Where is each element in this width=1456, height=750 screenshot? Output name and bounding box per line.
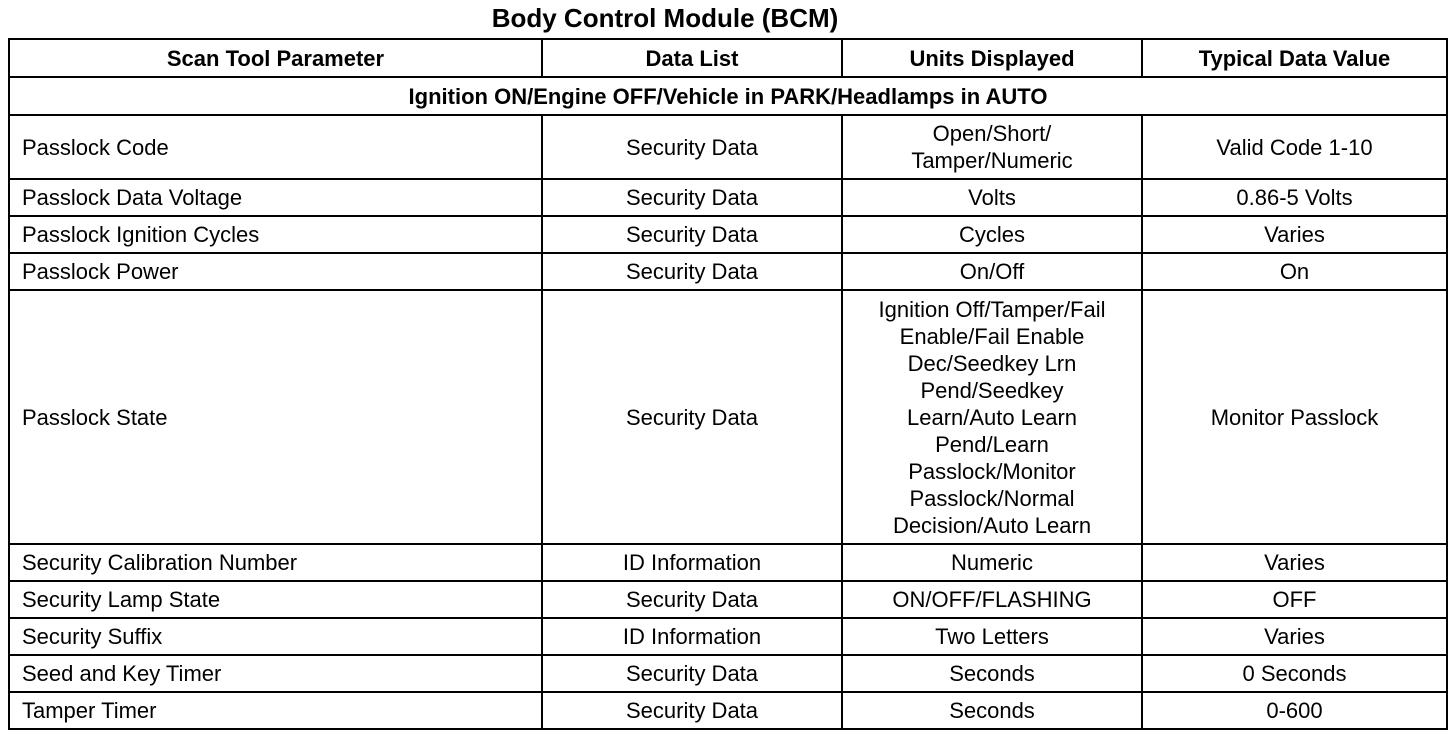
units-line: Dec/Seedkey Lrn <box>907 350 1077 376</box>
units-line: Enable/Fail Enable <box>899 323 1085 349</box>
units-cell <box>842 179 1142 216</box>
data-list-cell: Security Data <box>542 216 842 253</box>
units-line: Numeric <box>951 550 1033 575</box>
operating-condition: Ignition ON/Engine OFF/Vehicle in PARK/Headlamps in AUTO <box>9 77 1447 115</box>
typical-value-cell: 0-600 <box>1142 692 1447 729</box>
units-line: Volts <box>968 185 1016 210</box>
units-line: Open/Short/ <box>932 121 1052 146</box>
table-row <box>9 216 1447 253</box>
data-list-cell: Security Data <box>542 581 842 618</box>
units-cell <box>842 290 1142 544</box>
table-header-row <box>9 39 1447 77</box>
typical-value-cell: 0 Seconds <box>1142 655 1447 692</box>
units-line: Passlock/Normal <box>909 485 1075 511</box>
parameter-cell: Passlock Ignition Cycles <box>9 216 542 253</box>
data-list-cell: Security Data <box>542 253 842 290</box>
condition-row <box>9 77 1447 115</box>
parameter-cell: Passlock State <box>9 290 542 544</box>
header-typical-data-value: Typical Data Value <box>1142 39 1447 77</box>
parameter-cell: Security Lamp State <box>9 581 542 618</box>
units-line: Cycles <box>958 222 1025 247</box>
parameter-cell: Seed and Key Timer <box>9 655 542 692</box>
table-row <box>9 290 1447 544</box>
units-line: Seconds <box>949 661 1035 686</box>
units-line: Two Letters <box>935 624 1049 649</box>
table-row <box>9 115 1447 179</box>
bcm-data-table <box>8 38 1448 730</box>
header-data-list: Data List <box>542 39 842 77</box>
units-line: Decision/Auto Learn <box>892 512 1092 538</box>
table-row <box>9 253 1447 290</box>
table-row <box>9 618 1447 655</box>
units-cell <box>842 692 1142 729</box>
table-row <box>9 581 1447 618</box>
data-list-cell: ID Information <box>542 618 842 655</box>
units-line: Passlock/Monitor <box>908 458 1076 484</box>
parameter-cell: Passlock Power <box>9 253 542 290</box>
parameter-cell: Passlock Code <box>9 115 542 179</box>
typical-value-cell: 0.86-5 Volts <box>1142 179 1447 216</box>
units-line: Tamper/Numeric <box>911 148 1073 173</box>
parameter-cell: Security Calibration Number <box>9 544 542 581</box>
data-list-cell: Security Data <box>542 655 842 692</box>
table-row <box>9 179 1447 216</box>
units-cell <box>842 544 1142 581</box>
parameter-cell: Passlock Data Voltage <box>9 179 542 216</box>
parameter-cell: Tamper Timer <box>9 692 542 729</box>
units-line: Pend/Learn <box>935 431 1049 457</box>
table-row <box>9 655 1447 692</box>
header-units-displayed: Units Displayed <box>842 39 1142 77</box>
data-list-cell: Security Data <box>542 692 842 729</box>
parameter-cell: Security Suffix <box>9 618 542 655</box>
typical-value-cell: Monitor Passlock <box>1142 290 1447 544</box>
units-line: Pend/Seedkey <box>920 377 1064 403</box>
table-row <box>9 544 1447 581</box>
typical-value-cell: On <box>1142 253 1447 290</box>
data-list-cell: Security Data <box>542 115 842 179</box>
units-line: ON/OFF/FLASHING <box>892 587 1092 612</box>
typical-value-cell: Varies <box>1142 216 1447 253</box>
document-title: Body Control Module (BCM) <box>491 3 839 33</box>
units-cell <box>842 115 1142 179</box>
units-cell <box>842 618 1142 655</box>
data-list-cell: ID Information <box>542 544 842 581</box>
typical-value-cell: Varies <box>1142 618 1447 655</box>
table-row <box>9 692 1447 729</box>
typical-value-cell: Valid Code 1-10 <box>1142 115 1447 179</box>
units-line: Ignition Off/Tamper/Fail <box>878 296 1106 322</box>
data-list-cell: Security Data <box>542 290 842 544</box>
typical-value-cell: OFF <box>1142 581 1447 618</box>
units-cell <box>842 581 1142 618</box>
units-cell <box>842 216 1142 253</box>
units-line: Learn/Auto Learn <box>906 404 1078 430</box>
units-line: Seconds <box>949 698 1035 723</box>
units-cell <box>842 655 1142 692</box>
units-line: On/Off <box>959 259 1025 284</box>
data-list-cell: Security Data <box>542 179 842 216</box>
units-cell <box>842 253 1142 290</box>
typical-value-cell: Varies <box>1142 544 1447 581</box>
header-scan-tool-parameter: Scan Tool Parameter <box>9 39 542 77</box>
